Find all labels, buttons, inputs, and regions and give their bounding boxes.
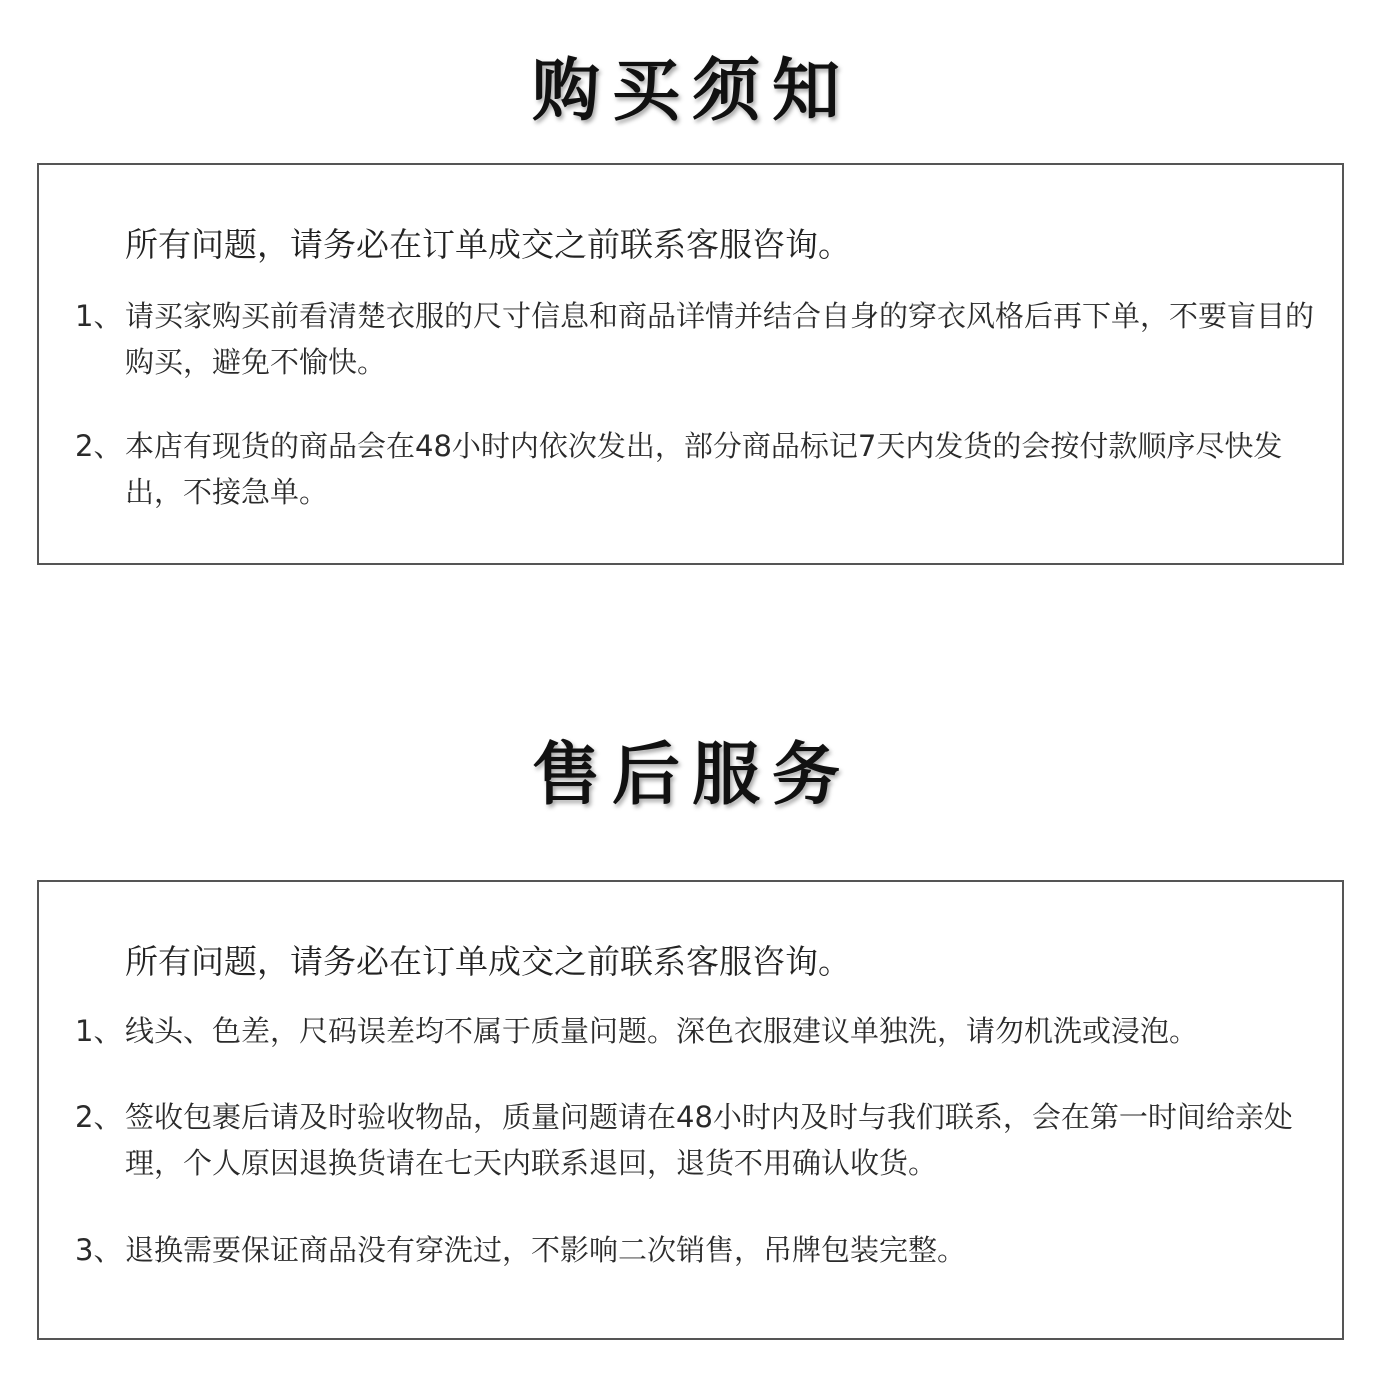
item-text: 本店有现货的商品会在48小时内依次发出，部分商品标记7天内发货的会按付款顺序尽快发出，不接急单。 [125, 429, 1283, 509]
item-text: 签收包裹后请及时验收物品，质量问题请在48小时内及时与我们联系，会在第一时间给亲处理，个人原因退换货请在七天内联系退回，退货不用确认收货。 [125, 1100, 1293, 1180]
item-text: 线头、色差，尺码误差均不属于质量问题。深色衣服建议单独洗，请勿机洗或浸泡。 [125, 1014, 1199, 1048]
item-number: 3、 [75, 1233, 123, 1267]
after-sales-item [75, 1094, 1328, 1186]
purchase-notice-item [75, 423, 1328, 515]
item-text: 退换需要保证商品没有穿洗过，不影响二次销售，吊牌包装完整。 [125, 1233, 967, 1267]
item-number: 1、 [75, 299, 123, 333]
purchase-notice-box [37, 163, 1344, 565]
item-number: 2、 [75, 1100, 123, 1134]
after-sales-title: 售后服务 [531, 736, 852, 815]
item-number: 1、 [75, 1014, 123, 1048]
after-sales-box [37, 880, 1344, 1340]
purchase-notice-title: 购买须知 [531, 52, 852, 131]
item-number: 2、 [75, 429, 123, 463]
item-text: 请买家购买前看清楚衣服的尺寸信息和商品详情并结合自身的穿衣风格后再下单，不要盲目的购买，避免不愉快。 [125, 299, 1315, 379]
purchase-notice-item [75, 293, 1328, 385]
after-sales-intro: 所有问题，请务必在订单成交之前联系客服咨询。 [125, 942, 851, 981]
purchase-notice-intro: 所有问题，请务必在订单成交之前联系客服咨询。 [125, 225, 851, 264]
after-sales-item [75, 1227, 1328, 1273]
after-sales-item [75, 1008, 1328, 1054]
